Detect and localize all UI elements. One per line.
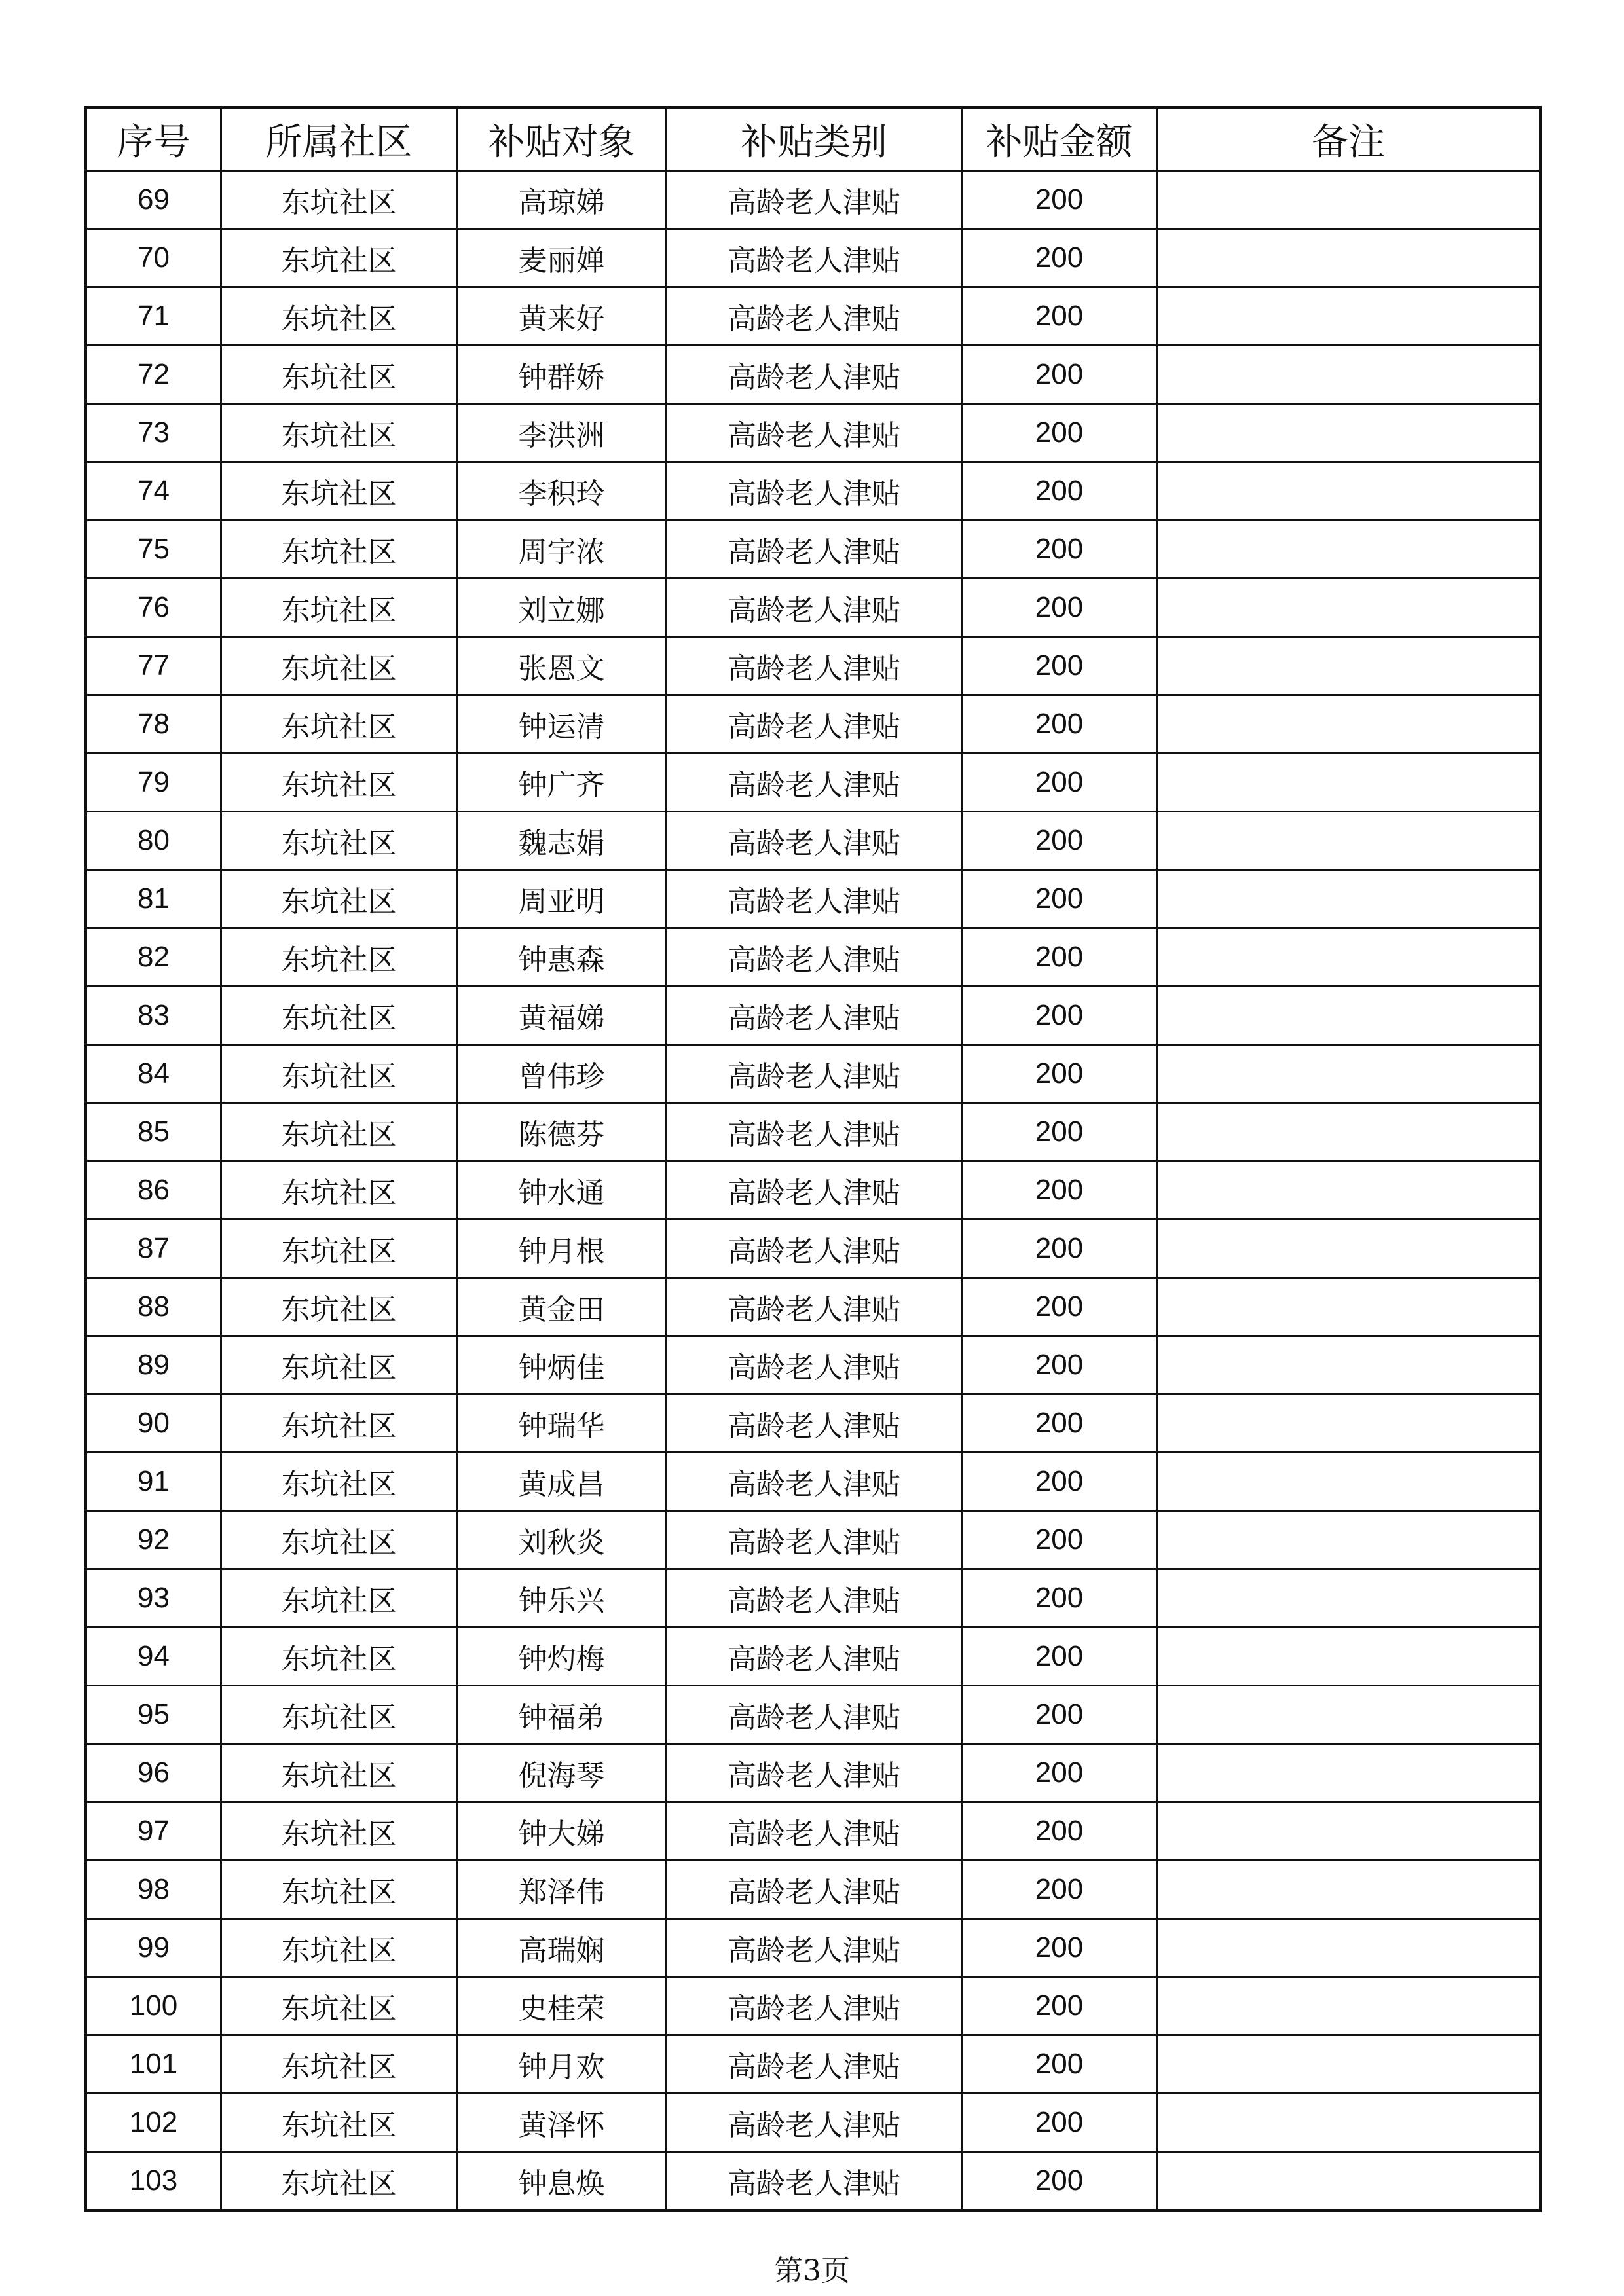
cell-community: 东坑社区 [221,1569,457,1628]
cell-no: 98 [86,1861,221,1919]
cell-recipient: 黄福娣 [457,987,667,1045]
cell-note [1157,1744,1541,1802]
cell-no: 75 [86,520,221,579]
cell-community: 东坑社区 [221,1453,457,1511]
cell-category: 高龄老人津贴 [667,2035,962,2094]
cell-community: 东坑社区 [221,1686,457,1744]
cell-category: 高龄老人津贴 [667,1686,962,1744]
cell-category: 高龄老人津贴 [667,404,962,462]
cell-note [1157,812,1541,870]
cell-no: 78 [86,695,221,754]
table-row [86,870,1541,928]
cell-amount: 200 [962,870,1157,928]
cell-recipient: 刘立娜 [457,579,667,637]
cell-no: 79 [86,754,221,812]
cell-note [1157,171,1541,229]
cell-note [1157,1278,1541,1336]
cell-note [1157,404,1541,462]
cell-amount: 200 [962,1103,1157,1161]
cell-recipient: 钟灼梅 [457,1628,667,1686]
cell-recipient: 曾伟珍 [457,1045,667,1103]
cell-amount: 200 [962,1569,1157,1628]
cell-category: 高龄老人津贴 [667,1802,962,1861]
cell-category: 高龄老人津贴 [667,1919,962,1977]
cell-recipient: 高琼娣 [457,171,667,229]
cell-note [1157,1336,1541,1394]
cell-recipient: 钟大娣 [457,1802,667,1861]
cell-note [1157,1802,1541,1861]
cell-amount: 200 [962,2035,1157,2094]
cell-no: 71 [86,287,221,346]
cell-no: 72 [86,346,221,404]
cell-no: 69 [86,171,221,229]
cell-no: 91 [86,1453,221,1511]
cell-note [1157,287,1541,346]
table-row [86,928,1541,987]
table-row [86,1394,1541,1453]
cell-note [1157,1045,1541,1103]
table-row [86,2152,1541,2211]
cell-category: 高龄老人津贴 [667,2152,962,2211]
table-row [86,1453,1541,1511]
table-row [86,695,1541,754]
cell-note [1157,1919,1541,1977]
table-row [86,579,1541,637]
cell-community: 东坑社区 [221,1977,457,2035]
cell-category: 高龄老人津贴 [667,1278,962,1336]
table-row [86,754,1541,812]
cell-community: 东坑社区 [221,1336,457,1394]
cell-amount: 200 [962,287,1157,346]
cell-no: 101 [86,2035,221,2094]
cell-no: 83 [86,987,221,1045]
cell-recipient: 周宇浓 [457,520,667,579]
table-row [86,1161,1541,1220]
cell-no: 84 [86,1045,221,1103]
cell-category: 高龄老人津贴 [667,229,962,287]
cell-amount: 200 [962,2094,1157,2152]
cell-community: 东坑社区 [221,695,457,754]
cell-note [1157,1977,1541,2035]
cell-note [1157,1628,1541,1686]
table-row [86,1628,1541,1686]
cell-recipient: 钟广齐 [457,754,667,812]
cell-amount: 200 [962,229,1157,287]
cell-amount: 200 [962,2152,1157,2211]
cell-no: 93 [86,1569,221,1628]
table-row [86,287,1541,346]
cell-no: 86 [86,1161,221,1220]
cell-amount: 200 [962,1744,1157,1802]
cell-note [1157,579,1541,637]
cell-recipient: 李洪洲 [457,404,667,462]
page-number: 第3页 [774,2254,850,2287]
cell-recipient: 张恩文 [457,637,667,695]
cell-category: 高龄老人津贴 [667,928,962,987]
table-row [86,2035,1541,2094]
cell-category: 高龄老人津贴 [667,171,962,229]
table-row [86,637,1541,695]
cell-no: 97 [86,1802,221,1861]
cell-no: 77 [86,637,221,695]
cell-recipient: 黄来好 [457,287,667,346]
cell-no: 99 [86,1919,221,1977]
cell-amount: 200 [962,346,1157,404]
cell-recipient: 钟息焕 [457,2152,667,2211]
cell-community: 东坑社区 [221,287,457,346]
cell-note [1157,695,1541,754]
cell-amount: 200 [962,812,1157,870]
table-row [86,987,1541,1045]
table-row [86,1220,1541,1278]
cell-amount: 200 [962,1686,1157,1744]
cell-note [1157,1103,1541,1161]
cell-community: 东坑社区 [221,229,457,287]
subsidy-table [84,106,1542,2212]
cell-community: 东坑社区 [221,2152,457,2211]
cell-category: 高龄老人津贴 [667,1628,962,1686]
cell-community: 东坑社区 [221,579,457,637]
cell-category: 高龄老人津贴 [667,1744,962,1802]
cell-category: 高龄老人津贴 [667,1045,962,1103]
cell-note [1157,1161,1541,1220]
cell-recipient: 黄成昌 [457,1453,667,1511]
cell-amount: 200 [962,754,1157,812]
cell-recipient: 钟乐兴 [457,1569,667,1628]
cell-category: 高龄老人津贴 [667,1977,962,2035]
cell-no: 88 [86,1278,221,1336]
cell-recipient: 钟瑞华 [457,1394,667,1453]
cell-note [1157,2035,1541,2094]
cell-recipient: 钟福弟 [457,1686,667,1744]
table-row [86,1336,1541,1394]
cell-amount: 200 [962,1394,1157,1453]
cell-community: 东坑社区 [221,404,457,462]
cell-community: 东坑社区 [221,1103,457,1161]
cell-category: 高龄老人津贴 [667,462,962,520]
table-row [86,1861,1541,1919]
table-row [86,346,1541,404]
cell-amount: 200 [962,1336,1157,1394]
cell-recipient: 陈德芬 [457,1103,667,1161]
cell-no: 94 [86,1628,221,1686]
cell-no: 100 [86,1977,221,2035]
cell-recipient: 倪海琴 [457,1744,667,1802]
cell-community: 东坑社区 [221,1511,457,1569]
cell-no: 92 [86,1511,221,1569]
cell-amount: 200 [962,1628,1157,1686]
cell-note [1157,2152,1541,2211]
table-row [86,1802,1541,1861]
cell-no: 76 [86,579,221,637]
cell-amount: 200 [962,1045,1157,1103]
cell-note [1157,1861,1541,1919]
cell-community: 东坑社区 [221,1161,457,1220]
cell-amount: 200 [962,1861,1157,1919]
cell-no: 73 [86,404,221,462]
cell-community: 东坑社区 [221,637,457,695]
cell-community: 东坑社区 [221,1861,457,1919]
cell-note [1157,987,1541,1045]
cell-category: 高龄老人津贴 [667,695,962,754]
cell-no: 85 [86,1103,221,1161]
cell-amount: 200 [962,404,1157,462]
cell-recipient: 钟惠森 [457,928,667,987]
cell-no: 87 [86,1220,221,1278]
cell-community: 东坑社区 [221,1394,457,1453]
cell-community: 东坑社区 [221,1919,457,1977]
cell-community: 东坑社区 [221,1220,457,1278]
cell-community: 东坑社区 [221,1278,457,1336]
cell-category: 高龄老人津贴 [667,579,962,637]
cell-note [1157,520,1541,579]
cell-note [1157,2094,1541,2152]
cell-amount: 200 [962,637,1157,695]
cell-category: 高龄老人津贴 [667,637,962,695]
cell-note [1157,1686,1541,1744]
cell-community: 东坑社区 [221,2035,457,2094]
cell-amount: 200 [962,1278,1157,1336]
cell-community: 东坑社区 [221,987,457,1045]
cell-note [1157,1220,1541,1278]
cell-recipient: 钟月根 [457,1220,667,1278]
cell-category: 高龄老人津贴 [667,870,962,928]
cell-community: 东坑社区 [221,520,457,579]
cell-category: 高龄老人津贴 [667,1569,962,1628]
cell-note [1157,1394,1541,1453]
cell-note [1157,870,1541,928]
cell-amount: 200 [962,1220,1157,1278]
cell-note [1157,1453,1541,1511]
cell-no: 70 [86,229,221,287]
cell-recipient: 黄泽怀 [457,2094,667,2152]
cell-category: 高龄老人津贴 [667,812,962,870]
cell-community: 东坑社区 [221,928,457,987]
table-header-row [86,108,1541,171]
cell-category: 高龄老人津贴 [667,1103,962,1161]
cell-recipient: 郑泽伟 [457,1861,667,1919]
table-row [86,1569,1541,1628]
cell-community: 东坑社区 [221,346,457,404]
table-row [86,1278,1541,1336]
cell-category: 高龄老人津贴 [667,1336,962,1394]
cell-amount: 200 [962,928,1157,987]
header-category: 补贴类别 [667,108,962,171]
cell-no: 74 [86,462,221,520]
cell-recipient: 钟月欢 [457,2035,667,2094]
header-amount: 补贴金额 [962,108,1157,171]
cell-recipient: 史桂荣 [457,1977,667,2035]
cell-community: 东坑社区 [221,1802,457,1861]
cell-category: 高龄老人津贴 [667,346,962,404]
header-note: 备注 [1157,108,1541,171]
cell-amount: 200 [962,1161,1157,1220]
cell-no: 102 [86,2094,221,2152]
cell-no: 80 [86,812,221,870]
cell-category: 高龄老人津贴 [667,287,962,346]
cell-recipient: 钟运清 [457,695,667,754]
cell-amount: 200 [962,171,1157,229]
cell-recipient: 李积玲 [457,462,667,520]
cell-note [1157,928,1541,987]
table-row [86,1686,1541,1744]
table-row [86,1744,1541,1802]
cell-no: 81 [86,870,221,928]
cell-amount: 200 [962,1802,1157,1861]
cell-recipient: 周亚明 [457,870,667,928]
cell-no: 89 [86,1336,221,1394]
cell-category: 高龄老人津贴 [667,754,962,812]
table-row [86,2094,1541,2152]
cell-community: 东坑社区 [221,2094,457,2152]
cell-amount: 200 [962,695,1157,754]
header-community: 所属社区 [221,108,457,171]
table-row [86,404,1541,462]
cell-community: 东坑社区 [221,1628,457,1686]
cell-amount: 200 [962,579,1157,637]
cell-recipient: 刘秋炎 [457,1511,667,1569]
table-row [86,1919,1541,1977]
cell-category: 高龄老人津贴 [667,520,962,579]
cell-recipient: 钟炳佳 [457,1336,667,1394]
cell-category: 高龄老人津贴 [667,987,962,1045]
header-recipient: 补贴对象 [457,108,667,171]
table-row [86,1511,1541,1569]
cell-community: 东坑社区 [221,870,457,928]
cell-community: 东坑社区 [221,171,457,229]
cell-note [1157,462,1541,520]
cell-amount: 200 [962,520,1157,579]
table-row [86,1103,1541,1161]
cell-category: 高龄老人津贴 [667,1220,962,1278]
cell-note [1157,346,1541,404]
subsidy-table-container [84,106,1539,2212]
cell-recipient: 高瑞娴 [457,1919,667,1977]
cell-community: 东坑社区 [221,812,457,870]
cell-amount: 200 [962,1919,1157,1977]
table-row [86,1977,1541,2035]
header-no: 序号 [86,108,221,171]
cell-no: 103 [86,2152,221,2211]
cell-category: 高龄老人津贴 [667,1453,962,1511]
table-row [86,229,1541,287]
cell-category: 高龄老人津贴 [667,1161,962,1220]
cell-community: 东坑社区 [221,1744,457,1802]
table-row [86,812,1541,870]
cell-recipient: 麦丽婵 [457,229,667,287]
cell-note [1157,229,1541,287]
cell-category: 高龄老人津贴 [667,1861,962,1919]
cell-amount: 200 [962,987,1157,1045]
table-row [86,462,1541,520]
cell-amount: 200 [962,1511,1157,1569]
cell-no: 90 [86,1394,221,1453]
cell-note [1157,637,1541,695]
cell-community: 东坑社区 [221,1045,457,1103]
cell-community: 东坑社区 [221,462,457,520]
cell-recipient: 黄金田 [457,1278,667,1336]
cell-no: 96 [86,1744,221,1802]
cell-note [1157,1511,1541,1569]
cell-no: 95 [86,1686,221,1744]
cell-amount: 200 [962,462,1157,520]
cell-amount: 200 [962,1977,1157,2035]
cell-community: 东坑社区 [221,754,457,812]
cell-note [1157,1569,1541,1628]
table-row [86,171,1541,229]
cell-category: 高龄老人津贴 [667,1394,962,1453]
table-row [86,1045,1541,1103]
table-body [86,171,1541,2211]
cell-category: 高龄老人津贴 [667,1511,962,1569]
cell-category: 高龄老人津贴 [667,2094,962,2152]
cell-note [1157,754,1541,812]
table-row [86,520,1541,579]
cell-recipient: 魏志娟 [457,812,667,870]
cell-recipient: 钟水通 [457,1161,667,1220]
cell-recipient: 钟群娇 [457,346,667,404]
cell-no: 82 [86,928,221,987]
cell-amount: 200 [962,1453,1157,1511]
